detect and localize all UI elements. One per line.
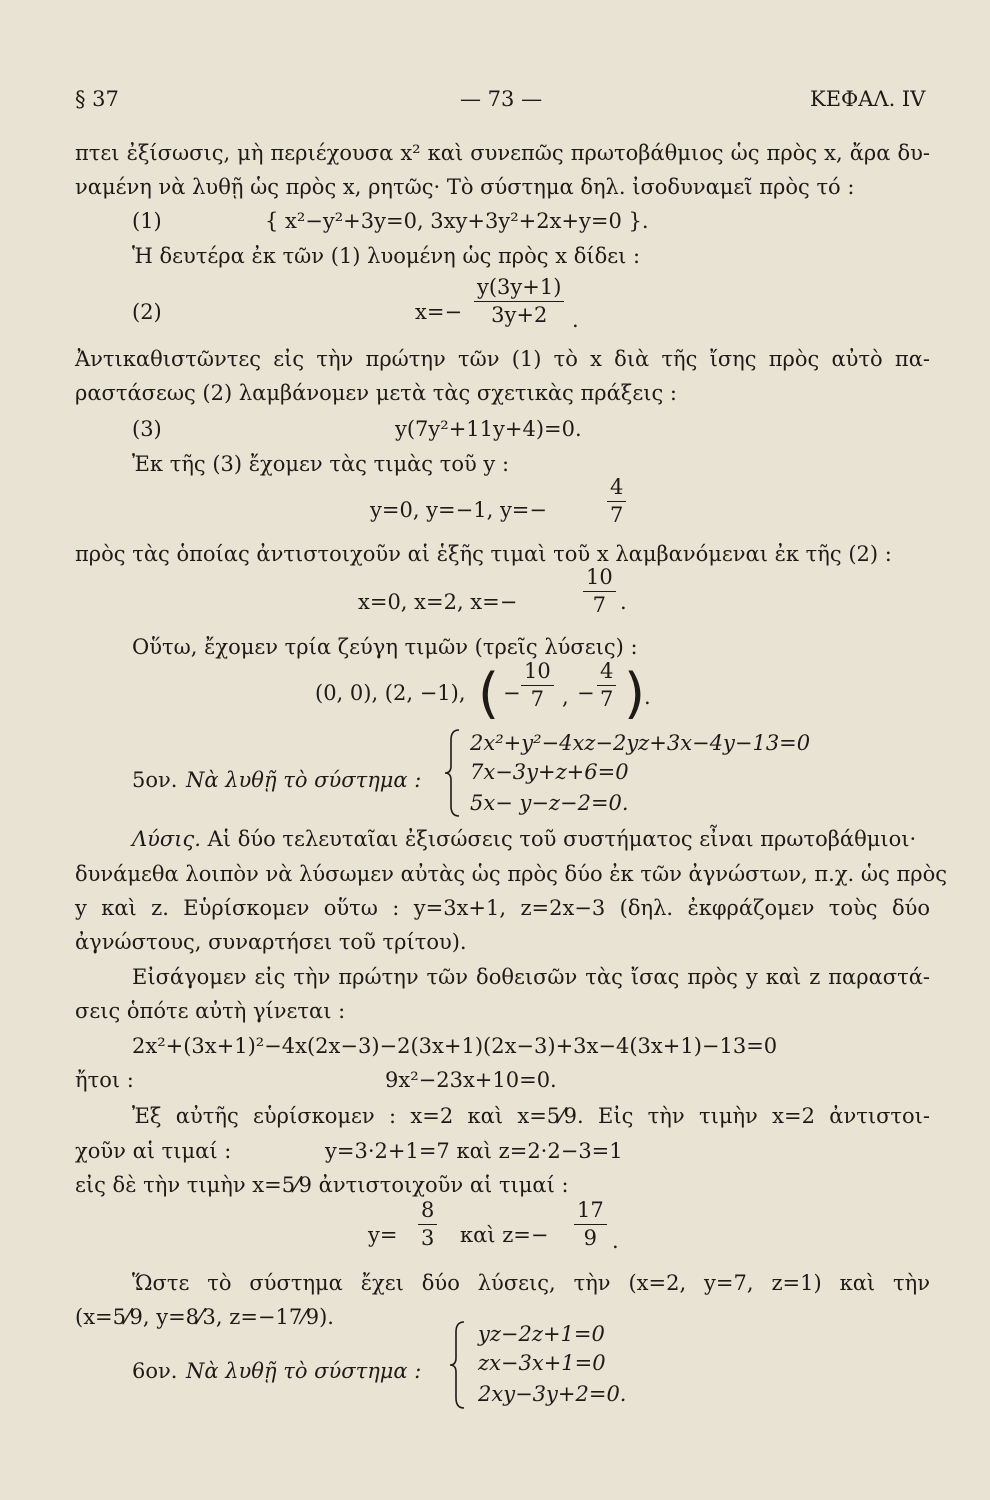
y-values: y=0, y=−1, y=−: [370, 498, 547, 522]
fraction-numerator: 10: [524, 659, 551, 683]
exercise-5-label: 5ον.: [132, 768, 178, 792]
text-line: Ἐκ τῆς (3) ἔχομεν τὰς τιμὰς τοῦ y :: [132, 452, 510, 476]
fraction-bar: [474, 301, 564, 302]
text-line: πρὸς τὰς ὁποίας ἀντιστοιχοῦν αἱ ἑξῆς τιμαὶ τοῦ x λαμβανόμεναι ἐκ τῆς (2) :: [75, 542, 892, 566]
exercise-6-text: Νὰ λυθῇ τὸ σύστημα :: [186, 1359, 422, 1383]
fraction-bar: [607, 501, 626, 502]
system-6-eq-3: 2xy−3y+2=0.: [478, 1382, 627, 1406]
solution-pairs: (0, 0), (2, −1),: [315, 681, 466, 705]
fraction-numerator: y(3y+1): [477, 275, 562, 299]
z-value-fraction: [574, 1199, 607, 1249]
fraction-denominator: 7: [610, 503, 624, 527]
system-brace: [448, 1320, 468, 1410]
left-paren: (: [478, 662, 500, 725]
minus-sign: −: [577, 681, 595, 705]
equation-1: { x²−y²+3y=0, 3xy+3y²+2x+y=0 }.: [265, 209, 649, 233]
values-equation: y=3·2+1=7 καὶ z=2·2−3=1: [325, 1139, 623, 1163]
system-6-eq-1: yz−2z+1=0: [478, 1322, 605, 1346]
minus-sign: −: [503, 681, 521, 705]
fraction-bar: [521, 685, 554, 686]
text-line: ναμένη νὰ λυθῇ ὡς πρὸς x, ρητῶς· Τὸ σύστημα δηλ. ἰσοδυναμεῖ πρὸς τό :: [75, 175, 855, 199]
fraction-numerator: 8: [421, 1198, 435, 1222]
fraction-denominator: 7: [592, 593, 607, 617]
text-line: Οὕτω, ἔχομεν τρία ζεύγη τιμῶν (τρεῖς λύσεις) :: [132, 635, 638, 659]
x-values: x=0, x=2, x=−: [358, 590, 518, 614]
fraction-numerator: 17: [577, 1198, 604, 1222]
system-5-eq-2: 7x−3y+z+6=0: [470, 760, 629, 784]
text-line: εἰς δὲ τὴν τιμὴν x=5⁄9 ἀντιστοιχοῦν αἱ τιμαί :: [75, 1173, 569, 1197]
chapter-label: ΚΕΦΑΛ. IV: [810, 87, 926, 111]
text-line: (x=5⁄9, y=8⁄3, z=−17⁄9).: [75, 1305, 334, 1329]
fraction-denominator: 3: [421, 1226, 435, 1250]
fraction-numerator: 4: [610, 475, 624, 499]
text-line: πτει ἐξίσωσις, μὴ περιέχουσα x² καὶ συνεπῶς πρωτοβάθμιος ὡς πρὸς x, ἄρα δυ-: [75, 141, 930, 165]
system-brace: [443, 728, 463, 818]
y-value-label: y=: [368, 1223, 398, 1247]
text-line: y καὶ z. Εὑρίσκομεν οὕτω : y=3x+1, z=2x−3 (δηλ. ἐκφράζομεν τοὺς δύο: [75, 896, 930, 920]
text-line: Αἱ δύο τελευταῖαι ἐξισώσεις τοῦ συστήματος εἶναι πρωτοβάθμιοι·: [200, 827, 917, 851]
comma: ,: [562, 685, 569, 709]
text-line: σεις ὁπότε αὐτὴ γίνεται :: [75, 999, 346, 1023]
text-line: Ἐξ αὐτῆς εὑρίσκομεν : x=2 καὶ x=5⁄9. Εἰς τὴν τιμὴν x=2 ἀντιστοι-: [132, 1104, 930, 1128]
system-5-eq-3: 5x− y−z−2=0.: [470, 791, 629, 815]
equation-label: (2): [132, 300, 162, 324]
pair-fraction-a: [521, 660, 554, 710]
text-line: Ἡ δευτέρα ἐκ τῶν (1) λυομένη ὡς πρὸς x δίδει :: [132, 244, 641, 268]
fraction-bar: [583, 591, 616, 592]
text-line: Εἰσάγομεν εἰς τὴν πρώτην τῶν δοθεισῶν τὰς ἴσας πρὸς y καὶ z παραστά-: [132, 965, 930, 989]
page-number: — 73 —: [460, 87, 543, 111]
text-itoi: ἤτοι :: [75, 1068, 134, 1092]
text-line: Ἀντικαθιστῶντες εἰς τὴν πρώτην τῶν (1) τὸ x διὰ τῆς ἴσης πρὸς αὐτὸ πα-: [75, 347, 930, 371]
text-line: χοῦν αἱ τιμαί :: [75, 1139, 232, 1163]
solution-label: Λύσις.: [132, 827, 201, 851]
pair-fraction-b: [597, 660, 616, 710]
x-values-period: .: [620, 590, 627, 614]
system-6-eq-2: zx−3x+1=0: [478, 1351, 606, 1375]
text-line: ἀγνώστους, συναρτήσει τοῦ τρίτου).: [75, 930, 467, 954]
y-fraction: [607, 476, 626, 526]
text-line: Ὥστε τὸ σύστημα ἔχει δύο λύσεις, τὴν (x=2, y=7, z=1) καὶ τὴν: [132, 1271, 930, 1295]
right-paren: ): [624, 662, 646, 725]
equation-label: (1): [132, 209, 162, 233]
fraction-denominator: 7: [530, 687, 545, 711]
period: .: [644, 685, 651, 709]
solution-line: [132, 826, 930, 852]
fraction-bar: [574, 1224, 607, 1225]
equation-2-lhs: x=−: [415, 300, 463, 324]
equation-2-fraction: [474, 276, 564, 326]
period: .: [612, 1229, 619, 1253]
quadratic-equation: 9x²−23x+10=0.: [385, 1068, 557, 1092]
section-number: § 37: [75, 87, 119, 111]
equation-3: y(7y²+11y+4)=0.: [395, 417, 582, 441]
fraction-bar: [418, 1224, 437, 1225]
exercise-5-text: Νὰ λυθῇ τὸ σύστημα :: [186, 768, 422, 792]
system-5-eq-1: 2x²+y²−4xz−2yz+3x−4y−13=0: [470, 731, 811, 755]
text-line: δυνάμεθα λοιπὸν νὰ λύσωμεν αὐτὰς ὡς πρὸς δύο ἐκ τῶν ἀγνώστων, π.χ. ὡς πρὸς: [75, 862, 948, 886]
fraction-numerator: 10: [586, 565, 613, 589]
y-value-fraction: [418, 1199, 437, 1249]
long-equation: 2x²+(3x+1)²−4x(2x−3)−2(3x+1)(2x−3)+3x−4(3x+1)−13=0: [132, 1034, 778, 1058]
fraction-denominator: 3y+2: [491, 303, 548, 327]
fraction-numerator: 4: [600, 659, 614, 683]
fraction-denominator: 9: [583, 1226, 598, 1250]
equation-2-period: .: [572, 308, 579, 332]
equation-label: (3): [132, 417, 162, 441]
text-line: ραστάσεως (2) λαμβάνομεν μετὰ τὰς σχετικὰς πράξεις :: [75, 381, 677, 405]
exercise-6-label: 6ον.: [132, 1359, 178, 1383]
x-fraction: [583, 566, 616, 616]
z-value-label: καὶ z=−: [460, 1223, 549, 1247]
fraction-denominator: 7: [600, 687, 614, 711]
fraction-bar: [597, 685, 616, 686]
